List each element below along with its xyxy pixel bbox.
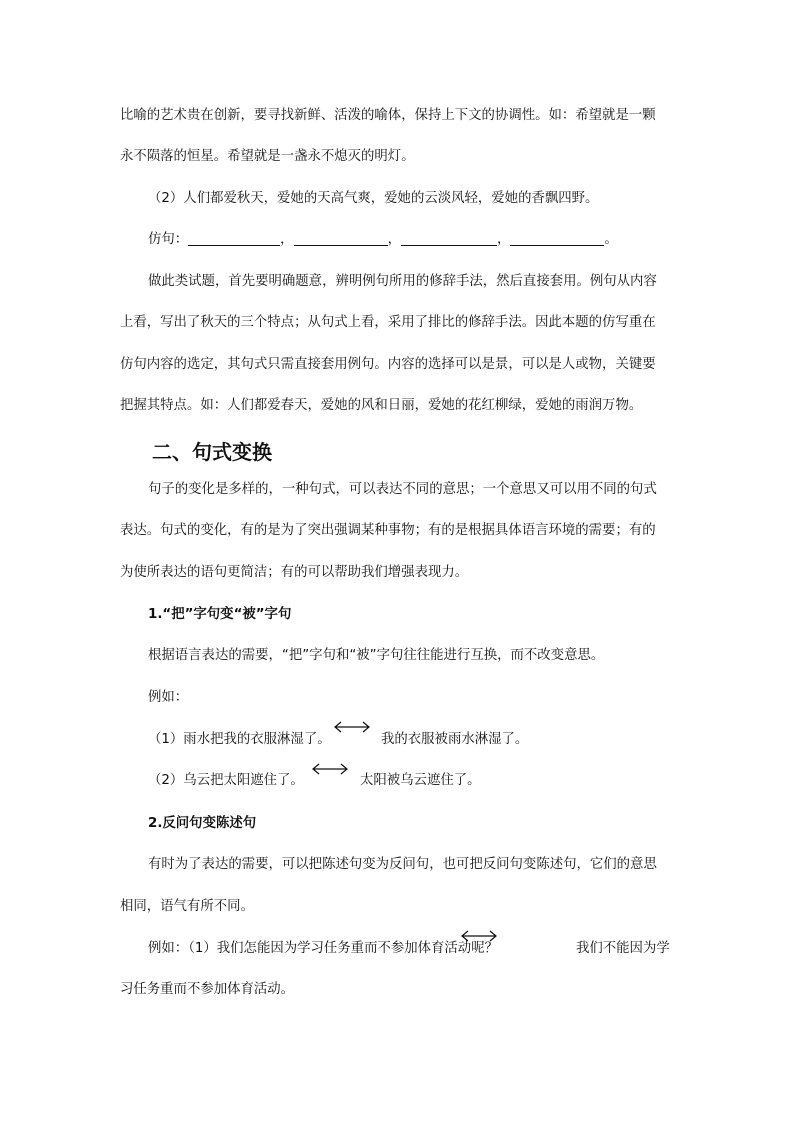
example-left: （2）乌云把太阳遮住了。 bbox=[148, 773, 304, 788]
paragraph-line: 比喻的艺术贵在创新，要寻找新鲜、活泼的喻体，保持上下文的协调性。如：希望就是一颗 bbox=[120, 108, 656, 123]
example-right: 我们不能因为学 bbox=[576, 941, 670, 956]
example-left: （1）雨水把我的衣服淋湿了。 bbox=[148, 732, 331, 747]
example-left: 例如：（1）我们怎能因为学习任务重而不参加体育活动呢？ bbox=[148, 941, 498, 956]
double-arrow-icon bbox=[460, 929, 498, 943]
separator: 。 bbox=[604, 232, 618, 247]
imitation-line bbox=[148, 231, 618, 249]
answer-blank[interactable] bbox=[401, 231, 497, 246]
paragraph-line: 相同，语气有所不同。 bbox=[120, 899, 254, 914]
paragraph-line: 根据语言表达的需要，“把”字句和“被”字句往往能进行互换，而不改变意思。 bbox=[148, 648, 605, 663]
example-right: 我的衣服被雨水淋湿了。 bbox=[381, 732, 529, 747]
paragraph-line: 做此类试题，首先要明确题意，辨明例句所用的修辞手法，然后直接套用。例句从内容 bbox=[148, 274, 657, 289]
example-right: 太阳被乌云遮住了。 bbox=[360, 773, 481, 788]
imitation-label: 仿句： bbox=[148, 232, 189, 247]
separator: ， bbox=[387, 232, 401, 247]
double-arrow-icon bbox=[333, 720, 371, 734]
separator: ， bbox=[496, 232, 511, 247]
answer-blank[interactable] bbox=[294, 231, 388, 246]
double-arrow-icon bbox=[311, 762, 349, 776]
paragraph-line: 句子的变化是多样的，一种句式，可以表达不同的意思；一个意思又可以用不同的句式 bbox=[148, 482, 657, 497]
paragraph-line: 为使所表达的语句更简洁；有的可以帮助我们增强表现力。 bbox=[120, 565, 469, 580]
paragraph-line: 表达。句式的变化，有的是为了突出强调某种事物；有的是根据具体语言环境的需要；有的 bbox=[120, 523, 656, 538]
subsection-title: 1.“把”字句变“被”字句 bbox=[148, 607, 292, 622]
paragraph-line: 上看，写出了秋天的三个特点；从句式上看，采用了排比的修辞手法。因此本题的仿写重在 bbox=[120, 315, 656, 330]
paragraph-line: 习任务重而不参加体育活动。 bbox=[120, 982, 295, 997]
paragraph-line: 有时为了表达的需要，可以把陈述句变为反问句，也可把反问句变陈述句，它们的意思 bbox=[148, 857, 657, 872]
section-heading: 二、句式变换 bbox=[152, 440, 272, 464]
answer-blank[interactable] bbox=[188, 231, 280, 246]
example-sentence: （2）人们都爱秋天，爱她的天高气爽，爱她的云淡风轻，爱她的香飘四野。 bbox=[148, 191, 599, 206]
paragraph-line: 把握其特点。如：人们都爱春天，爱她的风和日丽，爱她的花红柳绿，爱她的雨润万物。 bbox=[120, 398, 643, 413]
paragraph-line: 仿句内容的选定，其句式只需直接套用例句。内容的选择可以是景，可以是人或物，关键要 bbox=[120, 357, 656, 372]
example-label: 例如： bbox=[148, 690, 189, 705]
subsection-title: 2.反问句变陈述句 bbox=[148, 816, 257, 831]
answer-blank[interactable] bbox=[510, 231, 604, 246]
separator: ， bbox=[280, 232, 294, 247]
paragraph-line: 永不陨落的恒星。希望就是一盏永不熄灭的明灯。 bbox=[120, 149, 415, 164]
